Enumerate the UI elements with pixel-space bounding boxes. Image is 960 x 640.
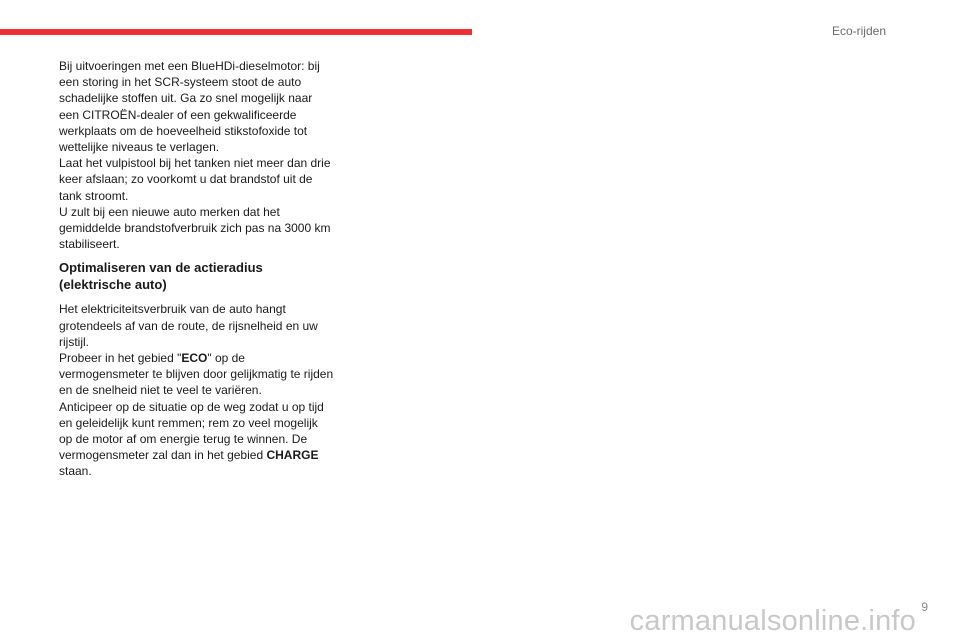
paragraph-refuel: Laat het vulpistool bij het tanken niet meer dan drie keer afslaan; zo voorkomt u dat brandstof uit de tank stroomt. (59, 156, 331, 203)
main-text (59, 58, 334, 480)
chapter-title: Eco-rijden (831, 24, 886, 38)
header-accent-bar (0, 29, 472, 35)
page-number: 9 (921, 600, 928, 614)
paragraph-electric-consumption: Het elektriciteitsverbruik van de auto hangt grotendeels af van de route, de rijsnelheid en uw rijstijl. (59, 302, 318, 349)
paragraph-eco-zone: Probeer in het gebied "ECO" op de vermogensmeter te blijven door gelijkmatig te rijden en de snelheid niet te veel te variëren. (59, 351, 334, 398)
paragraph-consumption: U zult bij een nieuwe auto merken dat het gemiddelde brandstofverbruik zich pas na 3000 km stabiliseert. (59, 204, 331, 252)
eco-label: ECO (181, 351, 208, 366)
watermark: carmanualsonline.info (629, 605, 916, 637)
paragraph-scr-warning: Bij uitvoeringen met een BlueHDi-dieselmotor: bij een storing in het SCR-systeem stoot de auto schadelijke stoffen uit. Ga zo snel mogelijk naar een CITROËN-dealer of een gekwalificeerde werkplaats om de hoeveelheid stikstofoxide tot wettelijke niveaus te verlagen. (59, 59, 320, 155)
charge-label: CHARGE (266, 448, 319, 463)
paragraph-anticipate: Anticipeer op de situatie op de weg zodat u op tijd en geleidelijk kunt remmen; rem zo veel mogelijk op de motor af om energie terug te winnen. De vermogensmeter zal dan in het gebied CHARGE staan. (59, 399, 324, 479)
section-heading: Optimaliseren van de actieradius (elektrische auto) (59, 260, 263, 293)
